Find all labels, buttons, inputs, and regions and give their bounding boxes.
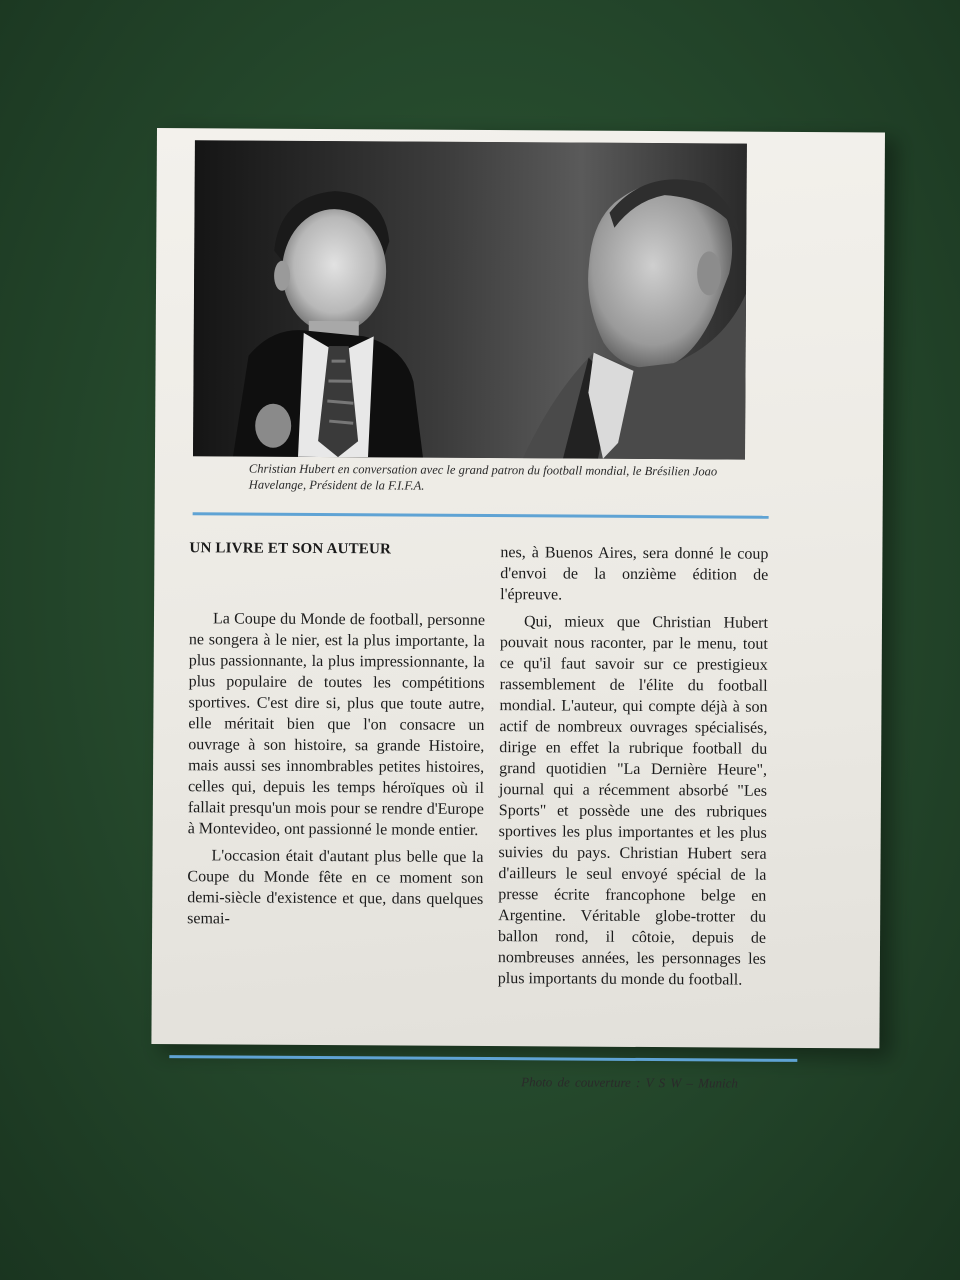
photo-credit: Photo de couverture : V S W – Munich: [521, 1074, 738, 1091]
right-column: [498, 542, 769, 997]
right-paragraph-2: Qui, mieux que Christian Hubert pouvait nous raconter, par le menu, tout ce qu'il faut savoir sur ce prestigieux rassemblement de l'élite du football mondial. L'auteur, qui compte déjà à son actif de nombreux ouvrages spécialisés, dirige en effet la rubrique football du grand quotidien "La Dernière Heure", journal qui a récemment absorbé "Les Sports" et possède une des rubriques sportives les plus importantes et les plus suivies du pays. Christian Hubert sera d'ailleurs le seul envoyé spécial de la presse écrite francophone belge en Argentine. Véritable globe-trotter du ballon rond, il côtoie, depuis de nombreuses années, les personnages les plus importants du monde du football.: [497, 613, 769, 989]
left-paragraph-2: L'occasion était d'autant plus belle que la Coupe du Monde fête en ce moment son demi-siècle d'existence et que, dans quelques semai-: [187, 847, 484, 928]
book-back-cover: [151, 128, 885, 1091]
section-title: UN LIVRE ET SON AUTEUR: [189, 540, 392, 558]
divider-top: [193, 512, 769, 519]
photo-illustration: [193, 140, 747, 459]
right-paragraph-1: nes, à Buenos Aires, sera donné le coup d'envoi de la onzième édition de l'épreuve.: [500, 544, 769, 604]
photo-caption: Christian Hubert en conversation avec le grand patron du football mondial, le Brésilien Joao Havelange, Président de la F.I.F.A.: [248, 461, 718, 493]
left-paragraph-1: La Coupe du Monde de football, personne ne songera à le nier, est la plus importante, la plus passionnante, la plus impressionnante, la plus populaire de toutes les compétitions sportives. C'est dire si, plus que toute autre, elle méritait bien que l'on consacre un ouvrage à son histoire, sa grande Histoire, mais aussi ses innombrables petites histoires, celles qui, depuis les temps héroïques où il fallait presqu'un mois pour se rendre d'Europe à Montevideo, ont passionné le monde entier.: [187, 610, 486, 839]
left-column: [187, 608, 485, 937]
author-photo: [193, 140, 747, 459]
